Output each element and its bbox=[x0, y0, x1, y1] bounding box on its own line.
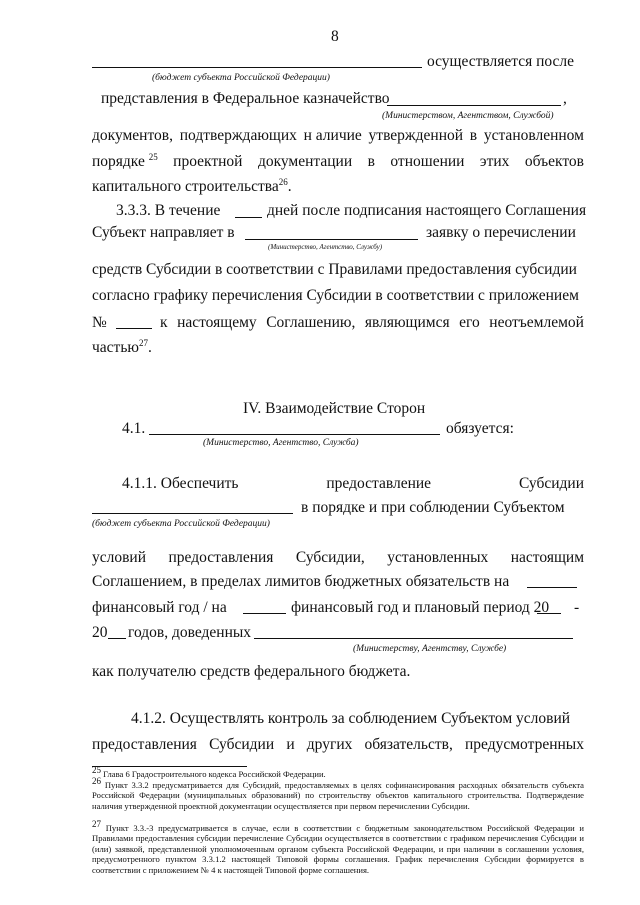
label-ministry-1: (Министерством, Агентством, Службой) bbox=[382, 111, 554, 121]
section-heading: IV. Взаимодействие Сторон bbox=[243, 400, 426, 417]
p411-line5-dash: - bbox=[574, 599, 580, 616]
blank-year-4 bbox=[108, 638, 126, 639]
p41-tail: обязуется: bbox=[446, 420, 514, 437]
p412-line2: предоставления Субсидии и других обязательств, предусмотренных bbox=[92, 736, 584, 753]
p1-line1-tail: осуществляется после bbox=[427, 53, 575, 70]
p411-line2-tail: в порядке и при соблюдении Субъектом bbox=[301, 499, 565, 516]
p411-line5-a: финансовый год / на bbox=[92, 599, 227, 616]
blank-ministry-3 bbox=[149, 434, 440, 435]
p333-line2-a: Субъект направляет в bbox=[92, 224, 235, 241]
blank-ministry-2 bbox=[245, 239, 418, 240]
footnote-ref-27: 27 bbox=[138, 337, 148, 348]
blank-days bbox=[235, 217, 262, 218]
p333-line4: согласно графику перечисления Субсидии в соответствии с приложением bbox=[92, 287, 579, 304]
p411-line6-a: 20 bbox=[92, 624, 108, 641]
p333-line5: к настоящему Соглашению, являющимся его неотъемлемой bbox=[160, 314, 584, 331]
p411-line4: Соглашением, в пределах лимитов бюджетных обязательств на bbox=[92, 573, 510, 590]
p333-line3: средств Субсидии в соответствии с Правилами предоставления субсидии bbox=[92, 261, 577, 278]
p333-line5-num: № bbox=[92, 314, 107, 331]
footnote-separator bbox=[92, 766, 247, 767]
p411-line1: 4.1.1. Обеспечить предоставление Субсидии bbox=[122, 475, 584, 492]
blank-budget-2 bbox=[92, 513, 293, 514]
footnote-ref-26: 26 bbox=[278, 176, 288, 187]
p333-line1-a: 3.3.3. В течение bbox=[116, 202, 221, 219]
p333-line6: частью$^{27}$. bbox=[92, 337, 152, 356]
blank-line-budget bbox=[92, 67, 422, 68]
blank-year-2 bbox=[243, 613, 286, 614]
blank-ministry-4 bbox=[254, 638, 573, 639]
p411-line7: как получателю средств федерального бюджета. bbox=[92, 663, 411, 680]
footnote-25: $^{25}$ Глава 6 Градостроительного кодекса Российской Федерации. bbox=[92, 765, 326, 779]
p333-line1-b: дней после подписания настоящего Соглашения bbox=[267, 202, 587, 219]
p1-line5: капитального строительства$^{26}$. bbox=[92, 176, 292, 195]
page-number: 8 bbox=[331, 28, 339, 45]
blank-year-3 bbox=[537, 613, 561, 614]
p1-line4: порядке $^{25}$ проектной документации в отношении этих объектов bbox=[92, 151, 584, 170]
p1-line2-comma: , bbox=[563, 90, 567, 107]
footnote-ref-25: 25 bbox=[148, 151, 158, 162]
label-ministry-4: (Министерству, Агентству, Службе) bbox=[353, 644, 507, 654]
blank-year-1 bbox=[527, 587, 577, 588]
p411-line3: условий предоставления Субсидии, установленных настоящим bbox=[92, 549, 584, 566]
p411-line6-b: годов, доведенных bbox=[128, 624, 252, 641]
p41-num: 4.1. bbox=[122, 420, 146, 437]
footnote-26: $^{26}$ Пункт 3.3.2 предусматривается для Субсидий, предоставляемых в целях софинансирования расходных обязательств субъекта Российской Федерации (муниципальных образований) по строительству объектов капитального строительства. Подтверждение наличия утвержденной проектной документации осуществляется при первом перечислении Субсидии. bbox=[92, 776, 584, 811]
label-budget-2: (бюджет субъекта Российской Федерации) bbox=[92, 519, 270, 529]
p1-line2-text: представления в Федеральное казначейство bbox=[101, 90, 390, 107]
p1-line3: документов, подтверждающих н аличие утвержденной в установленном bbox=[92, 127, 584, 144]
p333-line2-b: заявку о перечислении bbox=[426, 224, 576, 241]
p412-line1: 4.1.2. Осуществлять контроль за соблюдением Субъектом условий bbox=[131, 710, 571, 727]
footnote-27: $^{27}$ Пункт 3.3.-3 предусматривается в случае, если в соответствии с бюджетным законодательством Российской Федерации и Правилами предоставления субсидии перечисление Субсидии осуществляется в соответствии с графиком перечисления Субсидии и (или) заявкой, представленной уполномоченным органом субъекта Российской Федерации, и при наличии в соглашении условия, предусмотренного пунктом 3.3.1.2 настоящей Типовой формы соглашения. График перечисления Субсидии формируется в соответствии с приложением № 4 к настоящей Типовой форме соглашения. bbox=[92, 819, 584, 875]
label-ministry-3: (Министерство, Агентство, Служба) bbox=[203, 438, 359, 448]
label-ministry-2: (Министерство, Агентство, Службу) bbox=[268, 243, 383, 251]
blank-line-ministry bbox=[387, 105, 561, 106]
blank-appendix-number bbox=[116, 328, 152, 329]
label-budget: (бюджет субъекта Российской Федерации) bbox=[152, 73, 330, 83]
p411-line5-b: финансовый год и плановый период 20 bbox=[291, 599, 550, 616]
